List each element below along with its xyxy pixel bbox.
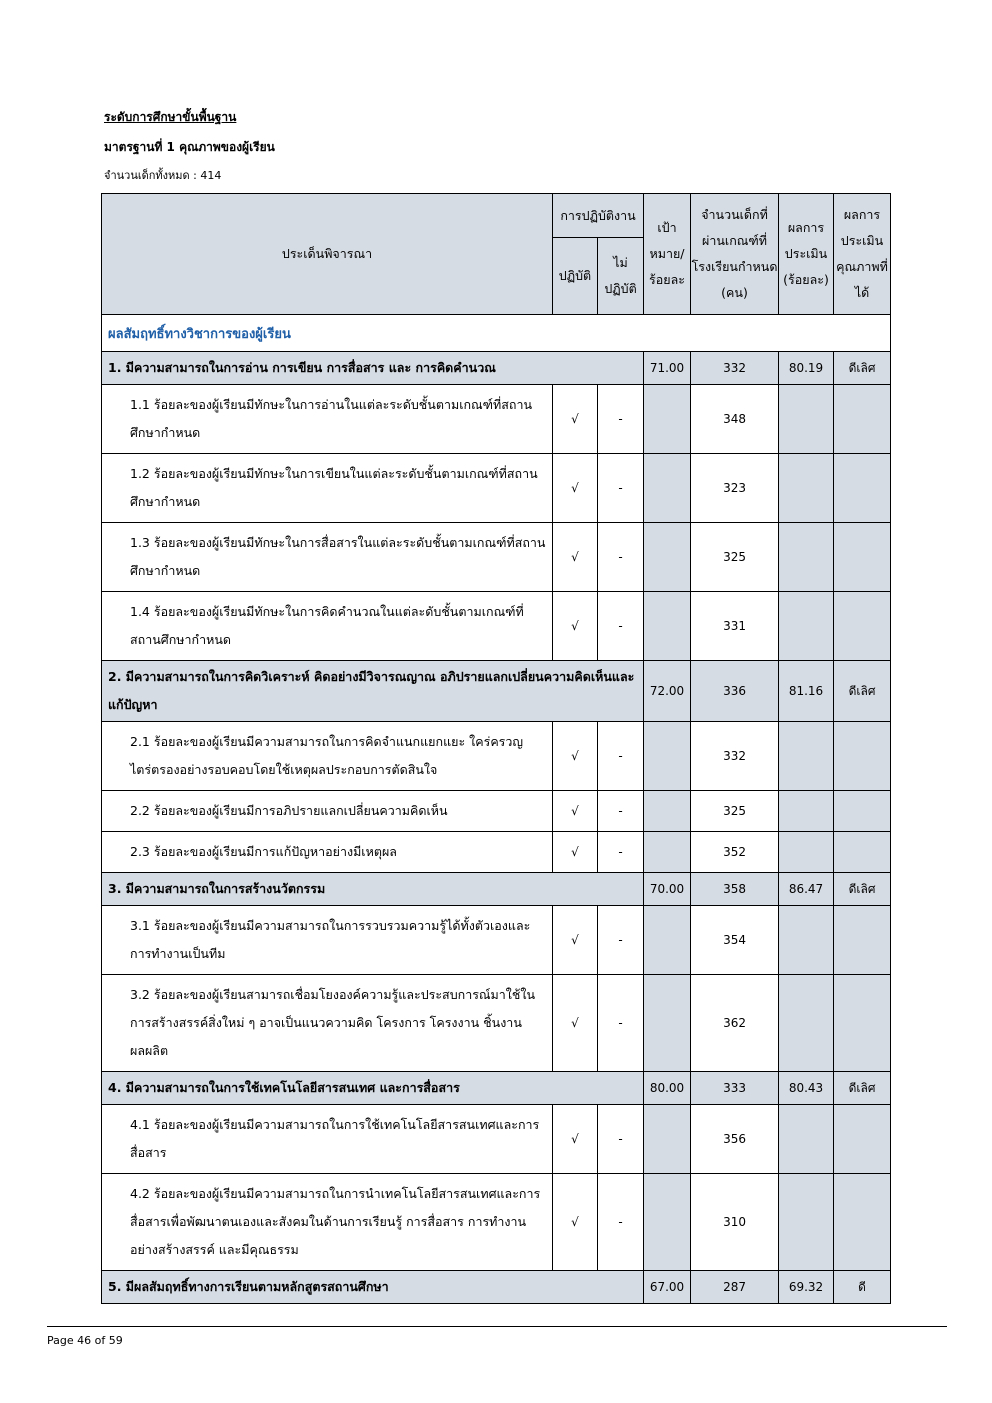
done-mark: √ <box>553 385 598 454</box>
quality-value: ดีเลิศ <box>834 873 891 906</box>
indicator-label: 1.1 ร้อยละของผู้เรียนมีทักษะในการอ่านในแต่ละระดับชั้นตามเกณฑ์ที่สถานศึกษากำหนด <box>102 385 553 454</box>
criterion-label: 1. มีความสามารถในการอ่าน การเขียน การสื่อสาร และ การคิดคำนวณ <box>102 352 644 385</box>
done-mark: √ <box>553 1105 598 1174</box>
table-row <box>102 1072 891 1105</box>
done-mark: √ <box>553 1174 598 1271</box>
quality-value: ดีเลิศ <box>834 352 891 385</box>
not-done-mark: - <box>598 1174 644 1271</box>
passed-value: 333 <box>691 1072 779 1105</box>
passed-value: 323 <box>691 454 779 523</box>
table-row <box>102 523 891 592</box>
done-mark: √ <box>553 523 598 592</box>
passed-value: 358 <box>691 873 779 906</box>
not-done-mark: - <box>598 975 644 1072</box>
done-mark: √ <box>553 975 598 1072</box>
table-row <box>102 592 891 661</box>
done-mark: √ <box>553 592 598 661</box>
header-quality: ผลการประเมินคุณภาพที่ได้ <box>834 194 891 315</box>
indicator-label: 4.1 ร้อยละของผู้เรียนมีความสามารถในการใช้เทคโนโลยีสารสนเทศและการสื่อสาร <box>102 1105 553 1174</box>
header-passed: จำนวนเด็กที่ผ่านเกณฑ์ที่โรงเรียนกำหนด (คน) <box>691 194 779 315</box>
not-done-mark: - <box>598 832 644 873</box>
not-done-mark: - <box>598 1105 644 1174</box>
target-value: 72.00 <box>644 661 691 722</box>
passed-value: 348 <box>691 385 779 454</box>
criterion-label: 2. มีความสามารถในการคิดวิเคราะห์ คิดอย่างมีวิจารณญาณ อภิปรายแลกเปลี่ยนความคิดเห็นและแก้ปัญหา <box>102 661 644 722</box>
table-row <box>102 1271 891 1304</box>
level-title: ระดับการศึกษาขั้นพื้นฐาน <box>104 110 237 124</box>
header-practice: การปฏิบัติงาน <box>553 194 644 238</box>
section-title: ผลสัมฤทธิ์ทางวิชาการของผู้เรียน <box>102 315 891 352</box>
header-result: ผลการประเมิน (ร้อยละ) <box>779 194 834 315</box>
done-mark: √ <box>553 791 598 832</box>
assessment-table <box>101 193 891 1304</box>
target-value: 70.00 <box>644 873 691 906</box>
not-done-mark: - <box>598 722 644 791</box>
result-value: 86.47 <box>779 873 834 906</box>
not-done-mark: - <box>598 454 644 523</box>
passed-value: 336 <box>691 661 779 722</box>
table-row <box>102 1105 891 1174</box>
quality-value: ดีเลิศ <box>834 661 891 722</box>
indicator-label: 2.3 ร้อยละของผู้เรียนมีการแก้ปัญหาอย่างมีเหตุผล <box>102 832 553 873</box>
quality-value: ดีเลิศ <box>834 1072 891 1105</box>
table-row <box>102 975 891 1072</box>
result-value: 69.32 <box>779 1271 834 1304</box>
table-row <box>102 661 891 722</box>
student-count: จำนวนเด็กทั้งหมด : 414 <box>104 169 222 182</box>
passed-value: 356 <box>691 1105 779 1174</box>
header-criteria: ประเด็นพิจารณา <box>102 194 553 315</box>
table-row <box>102 873 891 906</box>
indicator-label: 1.2 ร้อยละของผู้เรียนมีทักษะในการเขียนในแต่ละระดับชั้นตามเกณฑ์ที่สถานศึกษากำหนด <box>102 454 553 523</box>
criterion-label: 5. มีผลสัมฤทธิ์ทางการเรียนตามหลักสูตรสถานศึกษา <box>102 1271 644 1304</box>
passed-value: 325 <box>691 523 779 592</box>
header-done: ปฏิบัติ <box>553 238 598 315</box>
target-value: 71.00 <box>644 352 691 385</box>
indicator-label: 4.2 ร้อยละของผู้เรียนมีความสามารถในการนำเทคโนโลยีสารสนเทศและการสื่อสารเพื่อพัฒนาตนเองและสังคมในด้านการเรียนรู้ การสื่อสาร การทำงานอย่างสร้างสรรค์ และมีคุณธรรม <box>102 1174 553 1271</box>
table-row <box>102 352 891 385</box>
result-value: 81.16 <box>779 661 834 722</box>
result-value: 80.19 <box>779 352 834 385</box>
page-number: Page 46 of 59 <box>47 1334 123 1347</box>
table-row <box>102 791 891 832</box>
table-row <box>102 906 891 975</box>
indicator-label: 2.1 ร้อยละของผู้เรียนมีความสามารถในการคิดจำแนกแยกแยะ ใคร่ครวญ ไตร่ตรองอย่างรอบคอบโดยใช้เหตุผลประกอบการตัดสินใจ <box>102 722 553 791</box>
footer-divider <box>47 1326 947 1327</box>
header-target: เป้าหมาย/ร้อยละ <box>644 194 691 315</box>
target-value: 67.00 <box>644 1271 691 1304</box>
done-mark: √ <box>553 722 598 791</box>
indicator-label: 3.1 ร้อยละของผู้เรียนมีความสามารถในการรวบรวมความรู้ได้ทั้งตัวเองและการทำงานเป็นทีม <box>102 906 553 975</box>
passed-value: 310 <box>691 1174 779 1271</box>
passed-value: 352 <box>691 832 779 873</box>
criterion-label: 4. มีความสามารถในการใช้เทคโนโลยีสารสนเทศ และการสื่อสาร <box>102 1072 644 1105</box>
passed-value: 331 <box>691 592 779 661</box>
not-done-mark: - <box>598 592 644 661</box>
not-done-mark: - <box>598 385 644 454</box>
not-done-mark: - <box>598 906 644 975</box>
table-row <box>102 385 891 454</box>
passed-value: 332 <box>691 352 779 385</box>
indicator-label: 1.3 ร้อยละของผู้เรียนมีทักษะในการสื่อสารในแต่ละระดับชั้นตามเกณฑ์ที่สถานศึกษากำหนด <box>102 523 553 592</box>
criterion-label: 3. มีความสามารถในการสร้างนวัตกรรม <box>102 873 644 906</box>
indicator-label: 1.4 ร้อยละของผู้เรียนมีทักษะในการคิดคำนวณในแต่ละดับชั้นตามเกณฑ์ที่สถานศึกษากำหนด <box>102 592 553 661</box>
passed-value: 287 <box>691 1271 779 1304</box>
table-row <box>102 454 891 523</box>
table-row <box>102 1174 891 1271</box>
indicator-label: 2.2 ร้อยละของผู้เรียนมีการอภิปรายแลกเปลี่ยนความคิดเห็น <box>102 791 553 832</box>
table-row <box>102 722 891 791</box>
not-done-mark: - <box>598 791 644 832</box>
table-row <box>102 832 891 873</box>
passed-value: 362 <box>691 975 779 1072</box>
quality-value: ดี <box>834 1271 891 1304</box>
standard-title: มาตรฐานที่ 1 คุณภาพของผู้เรียน <box>104 140 275 154</box>
passed-value: 354 <box>691 906 779 975</box>
done-mark: √ <box>553 832 598 873</box>
not-done-mark: - <box>598 523 644 592</box>
done-mark: √ <box>553 454 598 523</box>
passed-value: 332 <box>691 722 779 791</box>
header-not-done: ไม่ปฏิบัติ <box>598 238 644 315</box>
indicator-label: 3.2 ร้อยละของผู้เรียนสามารถเชื่อมโยงองค์ความรู้และประสบการณ์มาใช้ในการสร้างสรรค์สิ่งใหม่ ๆ อาจเป็นแนวความคิด โครงการ โครงงาน ชิ้นงาน ผลผลิต <box>102 975 553 1072</box>
result-value: 80.43 <box>779 1072 834 1105</box>
done-mark: √ <box>553 906 598 975</box>
passed-value: 325 <box>691 791 779 832</box>
target-value: 80.00 <box>644 1072 691 1105</box>
